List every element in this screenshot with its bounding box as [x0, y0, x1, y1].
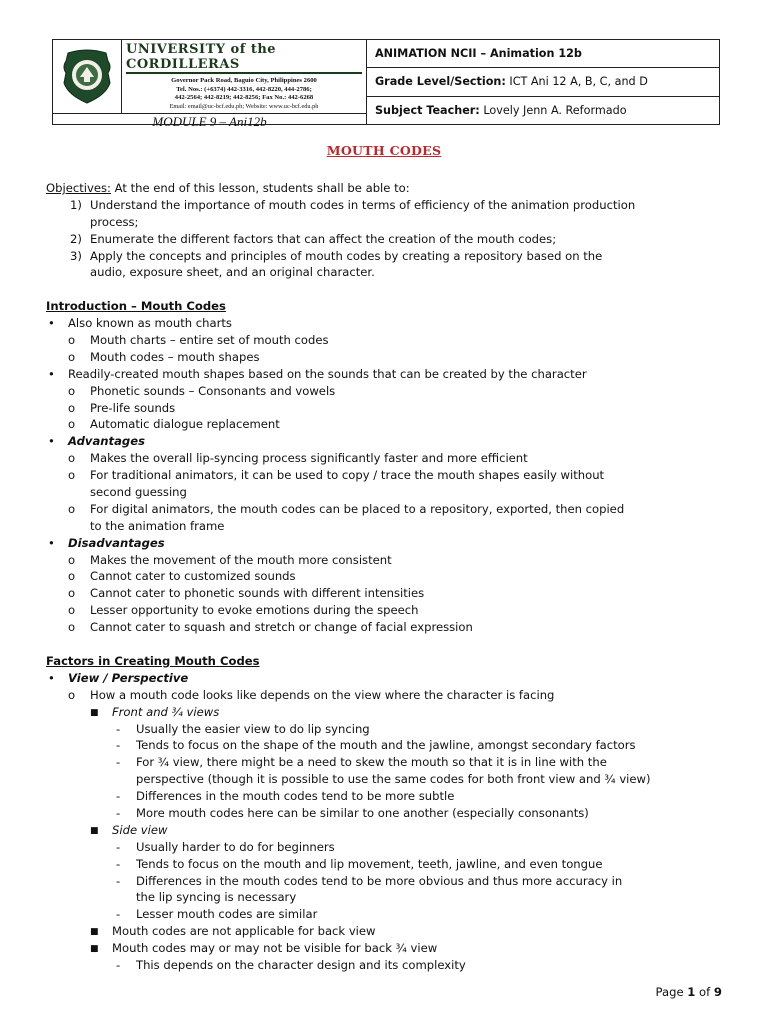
objective-item	[46, 197, 736, 214]
objective-text: Understand the importance of mouth codes in terms of efficiency of the animation production	[90, 197, 636, 212]
circle-bullet-icon: o	[68, 620, 76, 635]
objective-number: 3)	[70, 248, 82, 263]
objectives-intro: At the end of this lesson, students shall be able to:	[114, 181, 410, 195]
bullet-text: Mouth codes are not applicable for back view	[112, 924, 376, 939]
bullet-text: For ¾ view, there might be a need to skew the mouth so that it is in line with the	[136, 755, 607, 770]
bullet-text: Makes the movement of the mouth more consistent	[90, 552, 392, 567]
circle-bullet-icon: o	[68, 451, 76, 466]
dash-item	[46, 957, 736, 974]
side-view-label: Side view	[112, 822, 168, 837]
bullet-text: to the animation frame	[90, 518, 225, 533]
module-label: MODULE 9 – Ani12b	[152, 113, 267, 129]
grade-label: Grade Level/Section:	[375, 75, 506, 89]
page-word: Page	[655, 985, 684, 999]
dash-item	[46, 737, 736, 754]
bullet-text: Lesser opportunity to evoke emotions during the speech	[90, 603, 419, 618]
circle-bullet-icon: o	[68, 586, 76, 601]
circle-bullet-icon: o	[68, 552, 76, 567]
current-page: 1	[687, 985, 696, 999]
university-text-block	[122, 40, 366, 113]
circle-bullet-icon: o	[68, 333, 76, 348]
bullet-icon: •	[48, 535, 55, 550]
bullet-text: second guessing	[90, 485, 187, 500]
circle-bullet-icon: o	[68, 349, 76, 364]
advantages-label: Advantages	[68, 434, 145, 449]
dash-icon: -	[116, 907, 121, 922]
square-bullet-icon: ■	[90, 927, 99, 938]
university-seal-icon	[53, 40, 122, 113]
objectives-line	[46, 180, 736, 197]
dash-item	[46, 873, 736, 890]
course-title: ANIMATION NCII – Animation 12b	[367, 40, 719, 68]
page-title: MOUTH CODES	[326, 143, 442, 158]
sub-bullet-item	[46, 552, 736, 569]
view-label: View / Perspective	[68, 670, 189, 685]
bullet-text: the lip syncing is necessary	[136, 890, 297, 905]
total-pages: 9	[713, 985, 722, 999]
bullet-icon: •	[48, 366, 55, 381]
objective-text: Enumerate the different factors that can affect the creation of the mouth codes;	[90, 231, 557, 246]
university-brand	[53, 40, 366, 114]
bullet-text: Also known as mouth charts	[68, 316, 232, 331]
bullet-item	[46, 366, 736, 383]
bullet-icon: •	[48, 670, 55, 685]
sub-bullet-item	[46, 400, 736, 417]
bullet-text: Cannot cater to phonetic sounds with different intensities	[90, 586, 425, 601]
sub-bullet-item	[46, 687, 736, 704]
bullet-text: Cannot cater to squash and stretch or change of facial expression	[90, 620, 473, 635]
circle-bullet-icon: o	[68, 468, 76, 483]
sub-bullet-item	[46, 501, 736, 518]
phone-line: Tel. Nos.: (+6374) 442-3316, 442-8220, 444-2786;	[176, 85, 312, 93]
bullet-text: Mouth charts – entire set of mouth codes	[90, 333, 329, 348]
sub-bullet-item	[46, 416, 736, 433]
sub-bullet-item	[46, 450, 736, 467]
bullet-text: For traditional animators, it can be used to copy / trace the mouth shapes easily without	[90, 468, 605, 483]
dash-item	[46, 906, 736, 923]
bullet-text: Usually the easier view to do lip syncing	[136, 721, 370, 736]
bullet-text: Differences in the mouth codes tend to be more obvious and thus more accuracy in	[136, 873, 623, 888]
sub-bullet-item	[46, 602, 736, 619]
sub-bullet-item	[46, 383, 736, 400]
university-name: UNIVERSITY of the CORDILLERAS	[126, 42, 362, 74]
dash-item	[46, 839, 736, 856]
circle-bullet-icon: o	[68, 569, 76, 584]
bullet-text: Pre-life sounds	[90, 400, 176, 415]
bullet-text: Mouth codes – mouth shapes	[90, 349, 260, 364]
front-view-label: Front and ¾ views	[112, 704, 220, 719]
dash-icon: -	[116, 805, 121, 820]
dash-item	[46, 754, 736, 771]
bullet-text: For digital animators, the mouth codes can be placed to a repository, exported, then copied	[90, 501, 625, 516]
bullet-text: Differences in the mouth codes tend to be more subtle	[136, 789, 455, 804]
bullet-item	[46, 535, 736, 552]
dash-item	[46, 721, 736, 738]
circle-bullet-icon: o	[68, 383, 76, 398]
objective-text: process;	[90, 214, 139, 229]
objective-item	[46, 248, 736, 265]
header-left	[53, 40, 367, 129]
dash-icon: -	[116, 721, 121, 736]
circle-bullet-icon: o	[68, 501, 76, 516]
square-bullet-item	[46, 923, 736, 940]
teacher-value: Lovely Jenn A. Reformado	[483, 103, 627, 117]
circle-bullet-icon: o	[68, 687, 76, 702]
header-right	[367, 40, 719, 124]
bullet-text: Cannot cater to customized sounds	[90, 569, 296, 584]
sub-bullet-item	[46, 332, 736, 349]
disadvantages-label: Disadvantages	[68, 535, 165, 550]
bullet-text: Automatic dialogue replacement	[90, 417, 280, 432]
page-number	[656, 985, 722, 999]
dash-icon: -	[116, 738, 121, 753]
factors-heading: Factors in Creating Mouth Codes	[46, 653, 260, 668]
bullet-text: Mouth codes may or may not be visible for back ¾ view	[112, 941, 438, 956]
bullet-text: Lesser mouth codes are similar	[136, 907, 318, 922]
dash-icon: -	[116, 755, 121, 770]
objective-number: 2)	[70, 231, 82, 246]
objective-text: Apply the concepts and principles of mouth codes by creating a repository based on the	[90, 248, 603, 263]
teacher-label: Subject Teacher:	[375, 103, 480, 117]
section-heading	[46, 653, 736, 670]
sub-bullet-item	[46, 568, 736, 585]
bullet-icon: •	[48, 316, 55, 331]
dash-icon: -	[116, 957, 121, 972]
dash-icon: -	[116, 789, 121, 804]
document-body	[46, 180, 736, 974]
circle-bullet-icon: o	[68, 417, 76, 432]
dash-item	[46, 805, 736, 822]
bullet-item	[46, 315, 736, 332]
sub-bullet-item	[46, 467, 736, 484]
dash-icon: -	[116, 839, 121, 854]
section-heading	[46, 298, 736, 315]
bullet-text: Usually harder to do for beginners	[136, 839, 335, 854]
phone-fax-line: 442-2564; 442-8219; 442-8256; Fax No.: 442-6268	[174, 94, 314, 101]
bullet-icon: •	[48, 434, 55, 449]
sub-bullet-item	[46, 619, 736, 636]
square-bullet-icon: ■	[90, 825, 99, 836]
objective-item-cont	[46, 264, 736, 281]
dash-icon: -	[116, 856, 121, 871]
teacher-cell	[367, 97, 719, 124]
grade-level-cell	[367, 68, 719, 96]
of-word: of	[699, 985, 711, 999]
sub-bullet-item	[46, 349, 736, 366]
objective-text: audio, exposure sheet, and an original character.	[90, 265, 375, 280]
square-bullet-item	[46, 822, 736, 839]
bullet-text: This depends on the character design and its complexity	[136, 957, 466, 972]
square-bullet-icon: ■	[90, 944, 99, 955]
objective-item-cont	[46, 214, 736, 231]
bullet-text: perspective (though it is possible to use the same codes for both front view and ¾ view)	[136, 772, 651, 787]
bullet-text: Readily-created mouth shapes based on the sounds that can be created by the character	[68, 366, 587, 381]
square-bullet-item	[46, 940, 736, 957]
dash-item-cont	[46, 771, 736, 788]
objectives-label: Objectives:	[46, 181, 111, 195]
circle-bullet-icon: o	[68, 400, 76, 415]
bullet-item	[46, 670, 736, 687]
bullet-item	[46, 433, 736, 450]
bullet-text: How a mouth code looks like depends on the view where the character is facing	[90, 687, 555, 702]
bullet-text: Makes the overall lip-syncing process significantly faster and more efficient	[90, 451, 528, 466]
dash-item	[46, 856, 736, 873]
grade-value: ICT Ani 12 A, B, C, and D	[509, 75, 648, 89]
contact-line: Email: email@uc-bcf.edu.ph; Website: www.uc-bcf.edu.ph	[169, 102, 319, 110]
sub-bullet-cont	[46, 518, 736, 535]
address-line: Governor Pack Road, Baguio City, Philippines 2600	[171, 77, 317, 84]
intro-heading: Introduction – Mouth Codes	[46, 299, 226, 314]
header-table	[52, 39, 720, 129]
circle-bullet-icon: o	[68, 603, 76, 618]
square-bullet-icon: ■	[90, 707, 99, 718]
bullet-text: Tends to focus on the mouth and lip movement, teeth, jawline, and even tongue	[136, 856, 603, 871]
objective-item	[46, 231, 736, 248]
bullet-text: More mouth codes here can be similar to one another (especially consonants)	[136, 805, 589, 820]
dash-icon: -	[116, 873, 121, 888]
square-bullet-item	[46, 704, 736, 721]
bullet-text: Phonetic sounds – Consonants and vowels	[90, 383, 336, 398]
dash-item-cont	[46, 889, 736, 906]
bullet-text: Tends to focus on the shape of the mouth and the jawline, amongst secondary factors	[136, 738, 636, 753]
dash-item	[46, 788, 736, 805]
objective-number: 1)	[70, 197, 82, 212]
sub-bullet-item	[46, 585, 736, 602]
sub-bullet-cont	[46, 484, 736, 501]
